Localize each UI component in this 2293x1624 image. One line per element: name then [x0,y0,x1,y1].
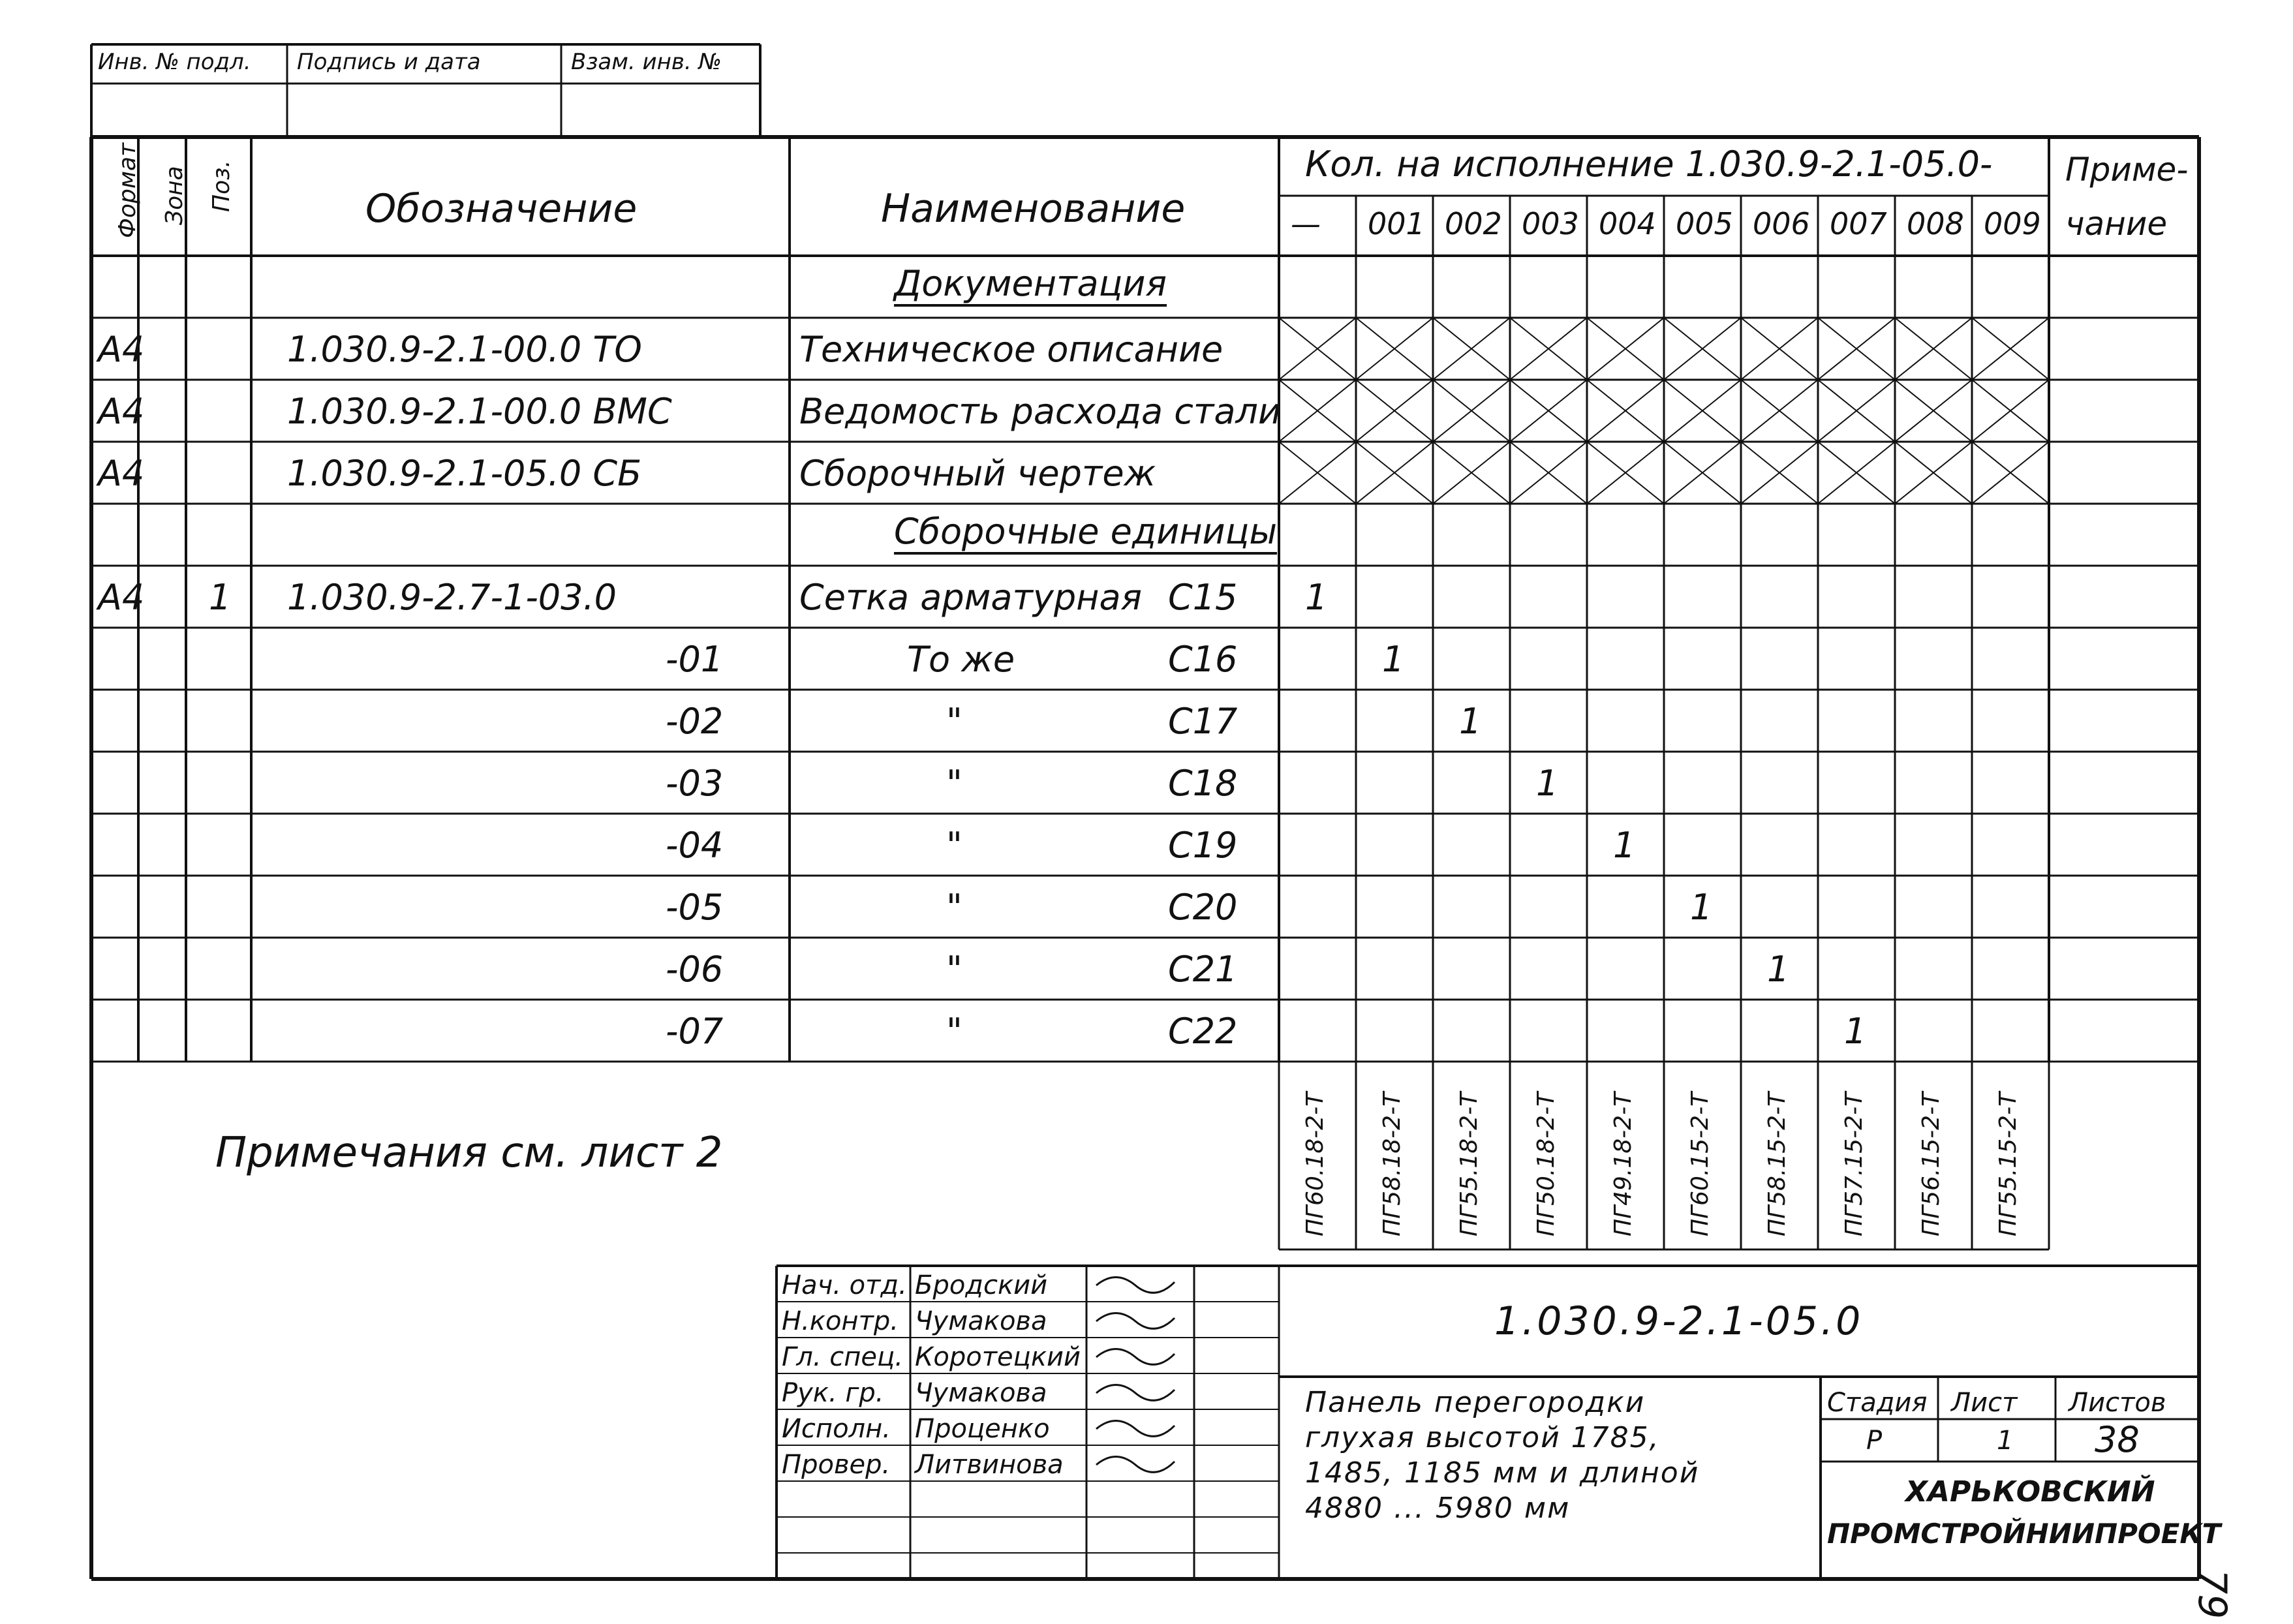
variant-header: 005 [1676,206,1733,241]
section-heading: Документация [894,266,1167,307]
panel-mark: ПГ58.15-2-Т [1764,1092,1791,1236]
org-line-1: ХАРЬКОВСКИЙ [1905,1475,2155,1509]
header-oboznachenie: Обозначение [365,186,638,232]
header-kol-na-ispolnenie: Кол. на исполнение 1.030.9-2.1-05.0- [1305,144,1993,185]
signature-mark [1096,1278,1175,1293]
row-mark: С22 [1168,1011,1238,1052]
row-qty: 1 [1613,825,1636,866]
row-format: А4 [98,577,145,618]
role-name: Чумакова [915,1306,1047,1336]
page-number: 79 [2189,1569,2235,1619]
panel-mark: ПГ50.18-2-Т [1533,1092,1560,1236]
role-name: Проценко [915,1414,1050,1444]
row-oboznachenie: -04 [666,825,724,866]
row-oboznachenie: -03 [666,763,724,804]
signature-mark [1096,1349,1175,1365]
row-format: А4 [98,329,145,370]
row-naimenovanie: " [946,949,962,990]
header-zona: Зона [161,166,188,225]
row-qty: 1 [1690,887,1713,928]
variant-header: 008 [1907,206,1964,241]
note-text: Примечания см. лист 2 [215,1129,723,1177]
panel-mark: ПГ56.15-2-Т [1918,1092,1945,1236]
row-format: А4 [98,391,145,432]
row-qty: 1 [1305,577,1328,618]
podpis-data-label: Подпись и дата [297,49,481,75]
panel-mark: ПГ49.18-2-Т [1610,1092,1637,1236]
row-naimenovanie: " [946,825,962,866]
row-mark: С21 [1168,949,1238,990]
inv-podl-label: Инв. № подл. [98,49,251,75]
role-name: Бродский [915,1270,1048,1300]
role-label: Гл. спец. [782,1342,903,1372]
role-label: Нач. отд. [782,1270,907,1300]
row-poz: 1 [209,577,232,618]
row-mark: С18 [1168,763,1238,804]
role-name: Литвинова [915,1450,1064,1480]
row-qty: 1 [1536,763,1559,804]
variant-header: 001 [1368,206,1425,241]
org-line-2: ПРОМСТРОЙНИИПРОЕКТ [1827,1518,2221,1550]
row-mark: С19 [1168,825,1238,866]
role-label: Рук. гр. [782,1378,884,1408]
row-mark: С16 [1168,639,1238,680]
row-oboznachenie: -02 [666,701,724,742]
row-oboznachenie: -06 [666,949,724,990]
row-oboznachenie: 1.030.9-2.1-05.0 СБ [287,453,642,494]
row-naimenovanie: Техническое описание [799,329,1223,370]
header-format: Формат [114,142,141,238]
title-line-3: 1485, 1185 мм и длиной [1305,1456,1700,1490]
signature-mark [1096,1457,1175,1473]
row-mark: С15 [1168,577,1238,618]
document-code: 1.030.9-2.1-05.0 [1494,1298,1864,1344]
row-oboznachenie: 1.030.9-2.1-00.0 ВМС [287,391,672,432]
row-oboznachenie: 1.030.9-2.7-1-03.0 [287,577,617,618]
role-name: Коротецкий [915,1342,1081,1372]
list-value: 1 [1997,1426,2014,1456]
header-primechanie-1: Приме- [2065,151,2189,189]
row-oboznachenie: -07 [666,1011,724,1052]
panel-mark: ПГ55.15-2-Т [1995,1092,2022,1236]
panel-mark: ПГ55.18-2-Т [1456,1092,1483,1236]
signature-mark [1096,1385,1175,1401]
header-primechanie-2: чание [2065,205,2168,243]
row-format: А4 [98,453,145,494]
row-naimenovanie: " [946,1011,962,1052]
row-mark: С17 [1168,701,1238,742]
row-oboznachenie: -05 [666,887,724,928]
listov-value: 38 [2095,1419,2140,1460]
title-line-1: Панель перегородки [1305,1386,1646,1419]
row-naimenovanie: " [946,763,962,804]
variant-header: 004 [1599,206,1656,241]
title-line-2: глухая высотой 1785, [1305,1421,1660,1454]
row-naimenovanie: " [946,887,962,928]
row-naimenovanie: Сборочный чертеж [799,453,1156,494]
stadia-value: Р [1866,1426,1883,1456]
role-name: Чумакова [915,1378,1047,1408]
variant-header: 006 [1753,206,1810,241]
panel-mark: ПГ57.15-2-Т [1841,1092,1868,1236]
row-qty: 1 [1767,949,1790,990]
row-naimenovanie: Ведомость расхода стали [799,391,1282,432]
listov-label: Листов [2069,1388,2166,1418]
title-line-4: 4880 ... 5980 мм [1305,1492,1571,1525]
signature-mark [1096,1313,1175,1329]
variant-header: 002 [1445,206,1502,241]
signature-mark [1096,1421,1175,1437]
variant-header: 003 [1522,206,1579,241]
role-label: Провер. [782,1450,891,1480]
vzam-inv-label: Взам. инв. № [571,49,722,75]
row-oboznachenie: -01 [666,639,724,680]
variant-header: 007 [1830,206,1887,241]
row-naimenovanie: " [946,701,962,742]
role-label: Исполн. [782,1414,891,1444]
role-label: Н.контр. [782,1306,899,1336]
row-naimenovanie: Сетка арматурная [799,577,1143,618]
row-qty: 1 [1844,1011,1867,1052]
header-poz: Поз. [208,160,235,212]
panel-mark: ПГ60.15-2-Т [1687,1092,1714,1236]
row-mark: С20 [1168,887,1238,928]
list-label: Лист [1951,1388,2018,1418]
section-heading: Сборочные единицы [894,514,1277,555]
row-qty: 1 [1382,639,1405,680]
variant-header: — [1291,206,1321,241]
stadia-label: Стадия [1827,1388,1928,1418]
row-oboznachenie: 1.030.9-2.1-00.0 ТО [287,329,642,370]
panel-mark: ПГ58.18-2-Т [1379,1092,1406,1236]
row-naimenovanie: То же [907,639,1015,680]
variant-header: 009 [1984,206,2041,241]
row-qty: 1 [1459,701,1482,742]
header-naimenovanie: Наименование [881,186,1186,232]
panel-mark: ПГ60.18-2-Т [1302,1092,1329,1236]
